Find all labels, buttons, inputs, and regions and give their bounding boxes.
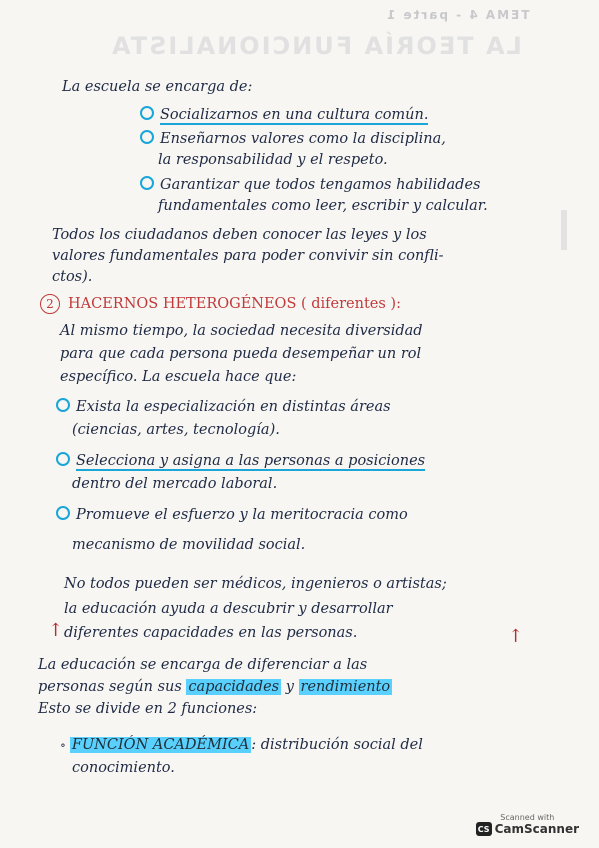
intro-line: La escuela se encarga de: bbox=[62, 79, 253, 95]
bullet-icon bbox=[140, 176, 154, 190]
arrow-up-icon: ↑ bbox=[508, 626, 524, 647]
bullet-dot-icon: ∘ bbox=[60, 738, 66, 752]
paragraph-line: Al mismo tiempo, la sociedad necesita diversidad bbox=[60, 323, 423, 339]
bullet-continuation: la responsabilidad y el respeto. bbox=[158, 152, 388, 168]
note-line: No todos pueden ser médicos, ingenieros o artistas; bbox=[64, 576, 447, 592]
paragraph-text: y bbox=[285, 679, 294, 695]
paragraph-line: Esto se divide en 2 funciones: bbox=[38, 701, 258, 717]
bullet-icon bbox=[56, 398, 70, 412]
bullet-icon bbox=[140, 106, 154, 120]
section-number-icon: 2 bbox=[40, 294, 60, 314]
watermark-caption: Scanned with bbox=[500, 813, 555, 822]
bullet-continuation: dentro del mercado laboral. bbox=[72, 476, 278, 492]
paragraph-line: valores fundamentales para poder convivir sin confli- bbox=[52, 248, 444, 264]
bullet-icon bbox=[140, 130, 154, 144]
title-bleed-text: LA TEORÍA FUNCIONALISTA bbox=[110, 32, 522, 60]
bullet-continuation: conocimiento. bbox=[72, 760, 175, 776]
bullet-line bbox=[140, 176, 480, 194]
bullet-continuation: fundamentales como leer, escribir y calcular. bbox=[158, 198, 488, 214]
bullet-text: Enseñarnos valores como la disciplina, bbox=[160, 131, 446, 147]
bullet-text: Promueve el esfuerzo y la meritocracia como bbox=[76, 507, 408, 523]
section-heading-text: HACERNOS HETEROGÉNEOS ( diferentes ): bbox=[68, 296, 401, 312]
highlighted-term: rendimiento bbox=[300, 679, 391, 695]
scanner-watermark bbox=[476, 813, 579, 836]
bullet-line bbox=[60, 736, 423, 754]
bullet-continuation: (ciencias, artes, tecnología). bbox=[72, 422, 280, 438]
bullet-line bbox=[56, 452, 425, 470]
watermark-brand-text: CamScanner bbox=[494, 822, 579, 836]
paragraph-line: para que cada persona pueda desempeñar un rol bbox=[60, 346, 422, 362]
watermark-brand bbox=[476, 822, 579, 836]
bullet-text: Selecciona y asigna a las personas a posiciones bbox=[76, 453, 426, 469]
highlighted-term: FUNCIÓN ACADÉMICA bbox=[71, 737, 250, 753]
arrow-up-icon: ↑ bbox=[48, 620, 64, 641]
bullet-text: : distribución social del bbox=[251, 737, 423, 753]
paragraph-line bbox=[38, 678, 392, 696]
bullet-text: Socializarnos en una cultura común. bbox=[160, 107, 429, 123]
note-line: la educación ayuda a descubrir y desarrollar bbox=[64, 601, 393, 617]
paragraph-line: Todos los ciudadanos deben conocer las leyes y los bbox=[52, 227, 427, 243]
bullet-text: Exista la especialización en distintas áreas bbox=[76, 399, 391, 415]
bullet-icon bbox=[56, 452, 70, 466]
page-edge-mark bbox=[561, 210, 567, 250]
bullet-text: Garantizar que todos tengamos habilidades bbox=[160, 177, 481, 193]
bullet-icon bbox=[56, 506, 70, 520]
highlighted-term: capacidades bbox=[188, 679, 280, 695]
bullet-line bbox=[56, 398, 391, 416]
bullet-line bbox=[140, 130, 446, 148]
bullet-line bbox=[140, 106, 428, 124]
paragraph-line: La educación se encarga de diferenciar a las bbox=[38, 657, 368, 673]
paragraph-text: personas según sus bbox=[38, 679, 182, 695]
note-line: diferentes capacidades en las personas. bbox=[64, 625, 358, 641]
paragraph-line: específico. La escuela hace que: bbox=[60, 369, 297, 385]
paragraph-line: ctos). bbox=[52, 269, 93, 285]
camscanner-icon: CS bbox=[476, 822, 492, 836]
bullet-line bbox=[56, 506, 408, 524]
bullet-continuation: mecanismo de movilidad social. bbox=[72, 537, 306, 553]
header-bleed-text: TEMA 4 - parte 1 bbox=[384, 8, 529, 22]
section-heading bbox=[40, 294, 401, 314]
